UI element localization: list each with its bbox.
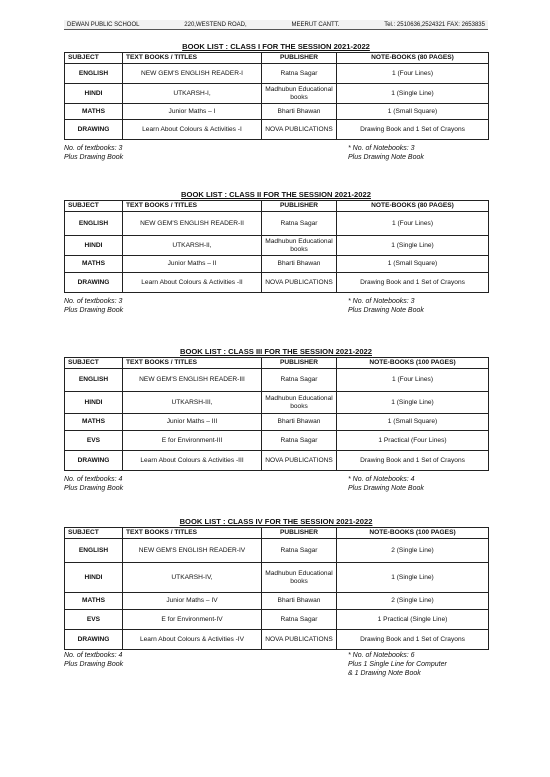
section-title: BOOK LIST : CLASS III FOR THE SESSION 2021-2022 (180, 347, 372, 356)
row-subject: HINDI (65, 236, 123, 256)
row-publisher: Bharti Bhawan (262, 256, 337, 273)
row-title: E for Environment-III (123, 431, 262, 451)
section-title: BOOK LIST : CLASS II FOR THE SESSION 2021-2022 (181, 190, 371, 199)
table-header-row (65, 53, 489, 64)
school-name: DEWAN PUBLIC SCHOOL (67, 21, 140, 28)
row-publisher: NOVA PUBLICATIONS (262, 630, 337, 650)
book-table (64, 200, 489, 293)
notebook-count: * No. of Notebooks: 4 (348, 476, 415, 483)
row-notebooks: 1 (Four Lines) (337, 64, 489, 84)
table-row (65, 212, 489, 236)
row-subject: MATHS (65, 414, 123, 431)
table-row (65, 236, 489, 256)
row-title: NEW GEM'S ENGLISH READER-IV (123, 539, 262, 563)
col-subject: SUBJECT (65, 528, 123, 539)
col-publisher: PUBLISHER (262, 53, 337, 64)
row-subject: DRAWING (65, 630, 123, 650)
row-subject: MATHS (65, 256, 123, 273)
table-row (65, 431, 489, 451)
row-title: Learn About Colours & Activities -IV (123, 630, 262, 650)
row-title: E for Environment-IV (123, 610, 262, 630)
class-3-section (64, 346, 488, 493)
textbook-count: No. of textbooks: 4 (64, 652, 123, 659)
table-row (65, 64, 489, 84)
row-title: NEW GEM'S ENGLISH READER-I (123, 64, 262, 84)
book-table (64, 357, 489, 471)
row-subject: HINDI (65, 84, 123, 104)
col-titles: TEXT BOOKS / TITLES (123, 528, 262, 539)
row-notebooks: 2 (Single Line) (337, 593, 489, 610)
class-4-section (64, 516, 488, 678)
row-title: UTKARSH-I, (123, 84, 262, 104)
book-table (64, 52, 489, 140)
textbook-count: No. of textbooks: 3 (64, 145, 123, 152)
col-titles: TEXT BOOKS / TITLES (123, 358, 262, 369)
row-title: Junior Maths – I (123, 104, 262, 120)
row-notebooks: 1 (Four Lines) (337, 369, 489, 392)
computer-note: Plus 1 Single Line for Computer (348, 661, 447, 668)
school-city: MEERUT CANTT. (291, 21, 340, 28)
row-notebooks: 1 Practical (Single Line) (337, 610, 489, 630)
row-notebooks: 1 (Single Line) (337, 563, 489, 593)
col-subject: SUBJECT (65, 201, 123, 212)
row-publisher: Bharti Bhawan (262, 104, 337, 120)
row-publisher: Madhubun Educational books (262, 84, 337, 104)
row-subject: DRAWING (65, 120, 123, 140)
table-row (65, 539, 489, 563)
row-publisher: Ratna Sagar (262, 431, 337, 451)
table-row (65, 392, 489, 414)
table-row (65, 630, 489, 650)
row-publisher: NOVA PUBLICATIONS (262, 451, 337, 471)
row-title: NEW GEM'S ENGLISH READER-II (123, 212, 262, 236)
section-notes (64, 651, 488, 678)
row-publisher: Ratna Sagar (262, 369, 337, 392)
col-notebooks: NOTE-BOOKS (100 PAGES) (337, 358, 489, 369)
row-publisher: Bharti Bhawan (262, 593, 337, 610)
drawing-book-note: Plus Drawing Book (64, 307, 124, 314)
row-publisher: Ratna Sagar (262, 64, 337, 84)
row-notebooks: 1 (Single Line) (337, 84, 489, 104)
drawing-note-book-note: Plus Drawing Note Book (348, 154, 424, 161)
row-notebooks: Drawing Book and 1 Set of Crayons (337, 120, 489, 140)
row-title: Learn About Colours & Activities -I (123, 120, 262, 140)
notebook-count: * No. of Notebooks: 3 (348, 145, 415, 152)
notebook-count: * No. of Notebooks: 6 (348, 652, 415, 659)
col-publisher: PUBLISHER (262, 201, 337, 212)
drawing-note-book-note: & 1 Drawing Note Book (348, 670, 421, 677)
row-subject: ENGLISH (65, 64, 123, 84)
row-notebooks: 1 (Four Lines) (337, 212, 489, 236)
school-phone: Tel.: 2510636,2524321 FAX: 2653835 (384, 21, 485, 28)
row-subject: HINDI (65, 563, 123, 593)
row-title: UTKARSH-III, (123, 392, 262, 414)
drawing-note-book-note: Plus Drawing Note Book (348, 307, 424, 314)
row-publisher: Ratna Sagar (262, 212, 337, 236)
book-table (64, 527, 489, 650)
col-notebooks: NOTE-BOOKS (80 PAGES) (337, 53, 489, 64)
col-subject: SUBJECT (65, 358, 123, 369)
table-row (65, 451, 489, 471)
table-header-row (65, 358, 489, 369)
row-publisher: Bharti Bhawan (262, 414, 337, 431)
table-row (65, 593, 489, 610)
row-publisher: Madhubun Educational books (262, 563, 337, 593)
row-publisher: Ratna Sagar (262, 610, 337, 630)
table-row (65, 414, 489, 431)
drawing-note-book-note: Plus Drawing Note Book (348, 485, 424, 492)
row-title: Learn About Colours & Activities -II (123, 273, 262, 293)
row-notebooks: 1 (Single Line) (337, 392, 489, 414)
table-row (65, 104, 489, 120)
row-subject: MATHS (65, 104, 123, 120)
table-row (65, 273, 489, 293)
school-address: 220,WESTEND ROAD, (184, 21, 247, 28)
section-title: BOOK LIST : CLASS I FOR THE SESSION 2021-2022 (182, 42, 370, 51)
row-publisher: NOVA PUBLICATIONS (262, 120, 337, 140)
row-subject: ENGLISH (65, 539, 123, 563)
table-row (65, 120, 489, 140)
table-header-row (65, 201, 489, 212)
row-title: NEW GEM'S ENGLISH READER-III (123, 369, 262, 392)
row-title: UTKARSH-II, (123, 236, 262, 256)
row-notebooks: Drawing Book and 1 Set of Crayons (337, 630, 489, 650)
row-subject: ENGLISH (65, 369, 123, 392)
row-notebooks: 1 (Small Square) (337, 414, 489, 431)
table-row (65, 369, 489, 392)
textbook-count: No. of textbooks: 3 (64, 298, 123, 305)
drawing-book-note: Plus Drawing Book (64, 485, 124, 492)
class-2-section (64, 189, 488, 315)
row-publisher: Madhubun Educational books (262, 236, 337, 256)
row-notebooks: Drawing Book and 1 Set of Crayons (337, 451, 489, 471)
table-row (65, 84, 489, 104)
textbook-count: No. of textbooks: 4 (64, 476, 123, 483)
row-subject: MATHS (65, 593, 123, 610)
row-title: UTKARSH-IV, (123, 563, 262, 593)
row-subject: HINDI (65, 392, 123, 414)
row-title: Junior Maths – II (123, 256, 262, 273)
section-notes (64, 297, 488, 315)
notebook-count: * No. of Notebooks: 3 (348, 298, 415, 305)
class-1-section (64, 41, 488, 162)
section-notes (64, 144, 488, 162)
row-publisher: Madhubun Educational books (262, 392, 337, 414)
col-titles: TEXT BOOKS / TITLES (123, 53, 262, 64)
col-notebooks: NOTE-BOOKS (100 PAGES) (337, 528, 489, 539)
row-title: Junior Maths – IV (123, 593, 262, 610)
row-publisher: NOVA PUBLICATIONS (262, 273, 337, 293)
section-notes (64, 475, 488, 493)
row-notebooks: 2 (Single Line) (337, 539, 489, 563)
row-notebooks: 1 (Small Square) (337, 256, 489, 273)
row-notebooks: 1 (Small Square) (337, 104, 489, 120)
section-title: BOOK LIST : CLASS IV FOR THE SESSION 2021-2022 (179, 517, 373, 526)
row-subject: DRAWING (65, 273, 123, 293)
col-subject: SUBJECT (65, 53, 123, 64)
table-row (65, 610, 489, 630)
col-publisher: PUBLISHER (262, 528, 337, 539)
row-subject: DRAWING (65, 451, 123, 471)
drawing-book-note: Plus Drawing Book (64, 661, 124, 668)
row-subject: EVS (65, 610, 123, 630)
col-notebooks: NOTE-BOOKS (80 PAGES) (337, 201, 489, 212)
row-title: Learn About Colours & Activities -III (123, 451, 262, 471)
col-titles: TEXT BOOKS / TITLES (123, 201, 262, 212)
row-notebooks: Drawing Book and 1 Set of Crayons (337, 273, 489, 293)
col-publisher: PUBLISHER (262, 358, 337, 369)
table-header-row (65, 528, 489, 539)
table-row (65, 256, 489, 273)
row-notebooks: 1 Practical (Four Lines) (337, 431, 489, 451)
row-title: Junior Maths – III (123, 414, 262, 431)
table-row (65, 563, 489, 593)
row-subject: EVS (65, 431, 123, 451)
drawing-book-note: Plus Drawing Book (64, 154, 124, 161)
row-notebooks: 1 (Single Line) (337, 236, 489, 256)
row-publisher: Ratna Sagar (262, 539, 337, 563)
school-header (64, 20, 488, 30)
row-subject: ENGLISH (65, 212, 123, 236)
